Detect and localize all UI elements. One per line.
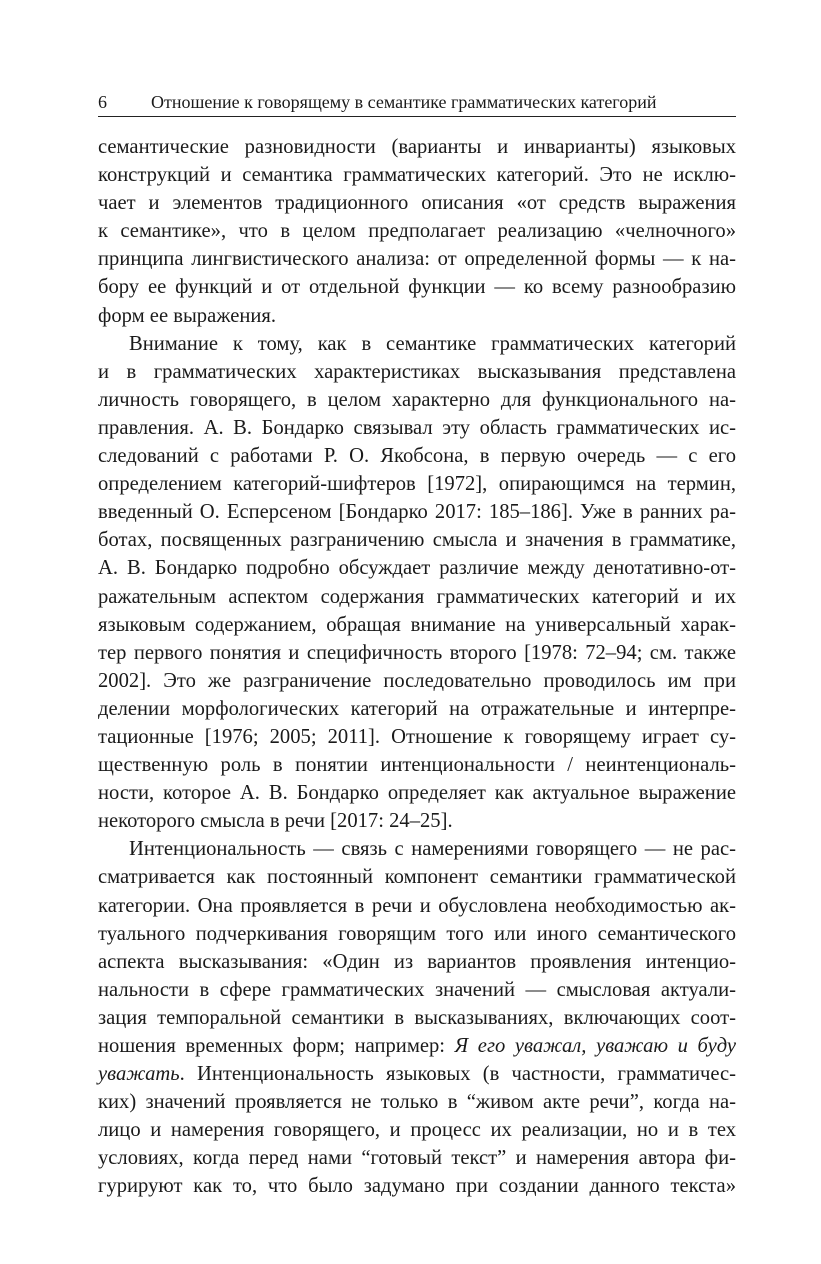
text-line: нальности в сфере грамматических значений — смысловая актуали- — [98, 978, 736, 1001]
text-line: лицо и намерения говорящего, и процесс их реализации, но и в тех — [98, 1119, 736, 1142]
paragraph-2 — [98, 330, 736, 836]
text-line: языковым содержанием, обращая внимание на универсальный харак- — [98, 613, 736, 636]
text-line: ражательным аспектом содержания грамматических категорий и их — [98, 585, 736, 608]
text-segment: . Интенциональность языковых (в частности, грамматичес- — [179, 1063, 736, 1086]
text-segment: ношения временных форм; например: — [98, 1035, 455, 1057]
italic-example: Я его уважал, уважаю и буду — [454, 1035, 736, 1057]
text-line: условиях, когда перед нами “готовый текст” и намерения автора фи- — [98, 1147, 736, 1170]
text-line: ботах, посвященных разграничению смысла и значения в грамматике, — [98, 529, 736, 552]
text-line: введенный О. Есперсеном [Бондарко 2017: 185–186]. Уже в ранних ра- — [98, 501, 736, 524]
text-line: некоторого смысла в речи [2017: 24–25]. — [98, 810, 453, 833]
text-line: конструкций и семантика грамматических категорий. Это не исклю- — [98, 164, 736, 187]
page-number: 6 — [98, 92, 107, 112]
body-text — [98, 133, 736, 1201]
text-line: категории. Она проявляется в речи и обусловлена необходимостью ак- — [98, 894, 736, 917]
text-line — [98, 1060, 736, 1088]
text-line: туального подчеркивания говорящим того или иного семантического — [98, 922, 736, 945]
text-line: сматривается как постоянный компонент семантики грамматической — [98, 866, 736, 889]
text-line: аспекта высказывания: «Один из вариантов проявления интенцио- — [98, 950, 736, 973]
text-line: определением категорий-шифтеров [1972], опирающимся на термин, — [98, 473, 736, 496]
text-line: ких) значений проявляется не только в “живом акте речи”, когда на- — [98, 1091, 736, 1114]
paragraph-3 — [98, 835, 736, 1200]
text-line: правления. А. В. Бондарко связывал эту область грамматических ис- — [98, 416, 736, 439]
text-line: принципа лингвистического анализа: от определенной формы — к на- — [98, 248, 736, 271]
text-line: 2002]. Это же разграничение последовательно проводилось им при — [98, 669, 736, 692]
text-line: тер первого понятия и специфичность второго [1978: 72–94; см. также — [98, 641, 736, 664]
text-line: следований с работами Р. О. Якобсона, в первую очередь — с его — [98, 445, 736, 468]
text-line: бору ее функций и от отдельной функции — ко всему разнообразию — [98, 276, 736, 299]
text-line: Интенциональность — связь с намерениями говорящего — не рас- — [129, 838, 736, 861]
text-line: зация темпоральной семантики в высказываниях, включающих соот- — [98, 1006, 736, 1029]
text-line: семантические разновидности (варианты и инварианты) языковых — [98, 136, 736, 158]
running-header — [98, 88, 736, 117]
running-title: Отношение к говорящему в семантике грамматических категорий — [151, 92, 657, 112]
text-line: чает и элементов традиционного описания «от средств выражения — [98, 192, 736, 215]
text-line: гурируют как то, что было задумано при создании данного текста» — [98, 1175, 736, 1198]
italic-example: уважать — [98, 1063, 180, 1086]
paragraph-1 — [98, 133, 736, 330]
text-line: личность говорящего, в целом характерно для функционального на- — [98, 388, 736, 411]
text-line: тационные [1976; 2005; 2011]. Отношение к говорящему играет су- — [98, 725, 736, 748]
text-line: к семантике», что в целом предполагает реализацию «челночного» — [98, 220, 736, 243]
text-line: щественную роль в понятии интенциональности / неинтенциональ- — [98, 754, 736, 777]
text-line: Внимание к тому, как в семантике грамматических категорий — [129, 332, 736, 355]
text-line — [98, 1032, 736, 1060]
text-line: и в грамматических характеристиках высказывания представлена — [98, 360, 736, 383]
text-line: А. В. Бондарко подробно обсуждает различие между денотативно-от- — [98, 557, 736, 580]
text-line: делении морфологических категорий на отражательные и интерпре- — [98, 697, 736, 720]
text-line: форм ее выражения. — [98, 304, 276, 327]
text-line: ности, которое А. В. Бондарко определяет как актуальное выражение — [98, 782, 736, 805]
